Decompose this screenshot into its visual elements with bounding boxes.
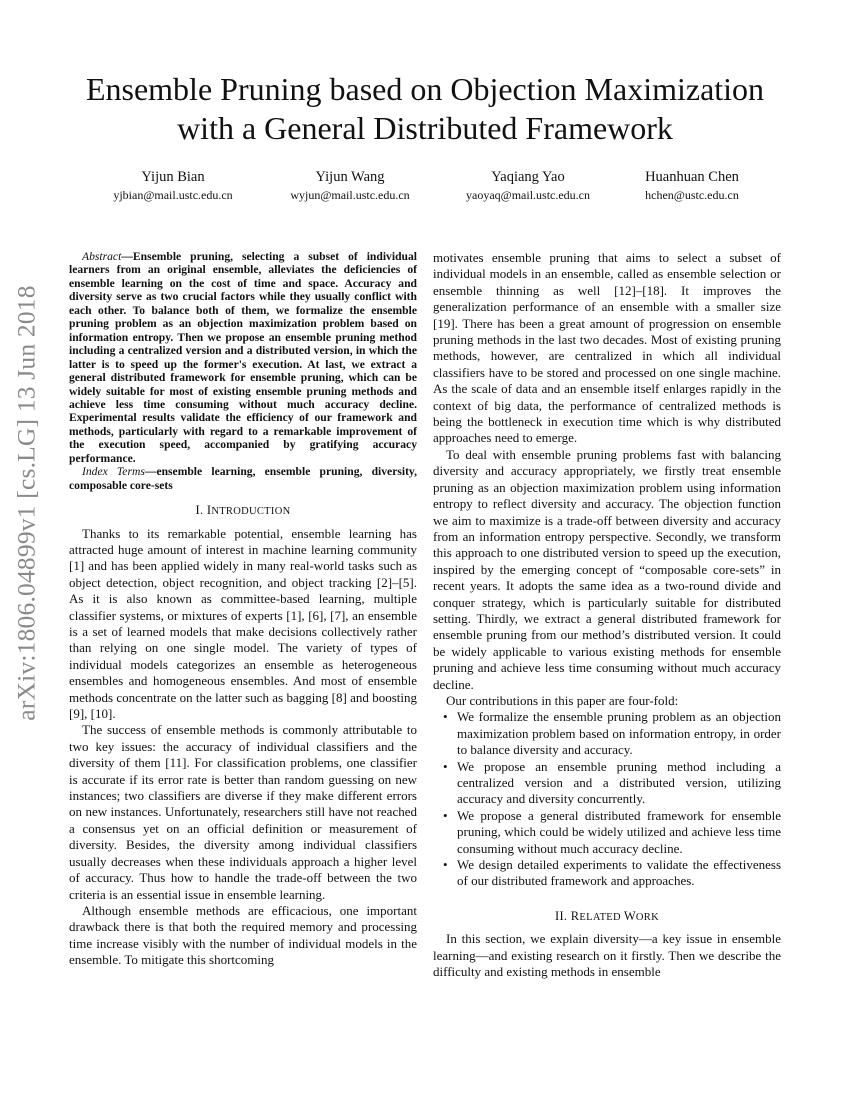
index-terms-label: Index Terms [82, 465, 145, 479]
author [290, 168, 409, 204]
title-line-1: Ensemble Pruning based on Objection Maximization [85, 71, 765, 107]
author-name: Yijun Bian [141, 169, 205, 185]
paragraph: Our contributions in this paper are four-fold: [446, 692, 679, 708]
contributions-list [433, 709, 781, 889]
list-item: • We formalize the ensemble pruning problem as an objection maximization problem based on information entropy, in order to balance diversity and accuracy. [457, 709, 781, 758]
abstract-text: —Ensemble pruning, selecting a subset of individual learners from an original ensemble, alleviates the deficiencies of ensemble learning on the cost of time and space. Accuracy and diversity serve as two crucial factors while they usually conflict with each other. To balance both of them, we formalize the ensemble pruning problem as an objection maximization problem based on information entropy. Then we propose an ensemble pruning method including a centralized version and a distributed version, in which the latter is to speed up the former's execution. At last, we extract a general distributed framework for ensemble pruning, which can be widely suitable for most of existing ensemble pruning methods and achieve less time consuming without much accuracy decline. Experimental results validate the efficiency of our framework and methods, particularly with regard to a remarkable improvement of the execution speed, accompanied by gratifying accuracy performance. [69, 250, 417, 465]
author-name: Yijun Wang [315, 169, 385, 185]
right-column [433, 250, 781, 980]
index-terms-text: —ensemble learning, ensemble pruning, diversity, composable core-sets [69, 465, 417, 492]
paragraph: To deal with ensemble pruning problems fast with balancing diversity and accuracy appropriately, we firstly treat ensemble pruning as an objection maximization problem using information entropy to reflect diversity and accuracy. The objection function we aim to maximize is a trade-off between diversity and accuracy from an information entropy perspective. Secondly, we transform this approach to one distributed version to speed up the execution, inspired by the emerging concept of “composable core-sets” in recent years. It adopts the same idea as a two-round divide and conquer strategy, which is particularly suitable for distributed setting. Thirdly, we extract a general distributed framework for ensemble pruning from our method’s distributed version. It could be widely applicable to various existing methods for ensemble pruning and achieve less time consuming without much accuracy decline. [433, 446, 781, 692]
arxiv-identifier: arXiv:1806.04899v1 [cs.LG] 13 Jun 2018 [12, 285, 42, 721]
list-item: • We design detailed experiments to validate the effectiveness of our distributed framework and approaches. [457, 857, 781, 890]
author-email: yaoyaq@mail.ustc.edu.cn [465, 188, 591, 202]
paper-title [40, 70, 810, 148]
paragraph: motivates ensemble pruning that aims to select a subset of individual models in an ensemble, called as ensemble selection or ensemble thinning as well [12]–[18]. It improves the generalization performance of an ensemble with a smaller size [19]. There has been a great amount of progression on ensemble pruning methods in the last two decades. Most of existing pruning methods, however, are centralized in which all individual classifiers have to be stored and processed on one single machine. As the scale of data and an ensemble itself enlarges rapidly in the context of big data, the performance of centralized methods is being the bottleneck in execution time which is why distributed approaches need to emerge. [433, 250, 781, 446]
author [645, 168, 739, 204]
paragraph: The success of ensemble methods is commonly attributable to two key issues: the accuracy of individual classifiers and the diversity of them [11]. For classification problems, one classifier is accurate if its error rate is better than random guessing on new instances; two classifiers are diverse if they make different errors on new instances. Unfortunately, researchers still have not reached a consensus yet on an official definition or measurement of diversity. Besides, the diversity among individual classifiers usually decreases when these individuals approach a higher level of accuracy. Thus how to handle the trade-off between the two criteria is an essential issue in ensemble learning. [69, 722, 417, 902]
section-heading-related-work: II. RELATED WORK [555, 908, 659, 923]
author-email: yjbian@mail.ustc.edu.cn [113, 188, 233, 202]
title-line-2: with a General Distributed Framework [177, 110, 673, 146]
list-item: • We propose an ensemble pruning method including a centralized version and a distributed version, utilizing accuracy and diversity concurrently. [457, 759, 781, 808]
left-column [69, 250, 417, 969]
abstract-label: Abstract [82, 250, 122, 263]
index-terms [69, 465, 417, 492]
author [466, 168, 590, 204]
abstract [69, 250, 417, 465]
paragraph: Thanks to its remarkable potential, ensemble learning has attracted huge amount of interest in machine learning community [1] and has been applied widely in many real-world tasks such as object detection, object recognition, and object tracking [2]–[5]. As it is also known as committee-based learning, multiple classifier systems, or mixtures of experts [1], [6], [7], an ensemble is a set of learned models that make decisions collectively rather than relying on one single model. The variety of types of individual models categorizes an ensemble as heterogeneous ensembles and homogeneous ensembles. And most of ensemble methods concentrate on the latter such as bagging [8] and boosting [9], [10]. [69, 525, 417, 722]
author-name: Huanhuan Chen [645, 169, 739, 185]
paragraph: Although ensemble methods are efficacious, one important drawback there is that both the required memory and processing time increase visibly with the number of individual models in the ensemble. To mitigate this shortcoming [69, 902, 417, 968]
author-email: wyjun@mail.ustc.edu.cn [290, 188, 410, 202]
author [113, 168, 232, 204]
author-block [60, 168, 810, 208]
section-heading-introduction: I. INTRODUCTION [195, 503, 291, 518]
author-email: hchen@ustc.edu.cn [645, 188, 739, 202]
paragraph: In this section, we explain diversity—a key issue in ensemble learning—and existing research on it firstly. Then we describe the difficulty and existing methods in ensemble [433, 931, 781, 980]
list-item: • We propose a general distributed framework for ensemble pruning, which could be widely utilized and achieve less time consuming without much accuracy decline. [457, 808, 781, 857]
author-name: Yaqiang Yao [491, 169, 565, 185]
